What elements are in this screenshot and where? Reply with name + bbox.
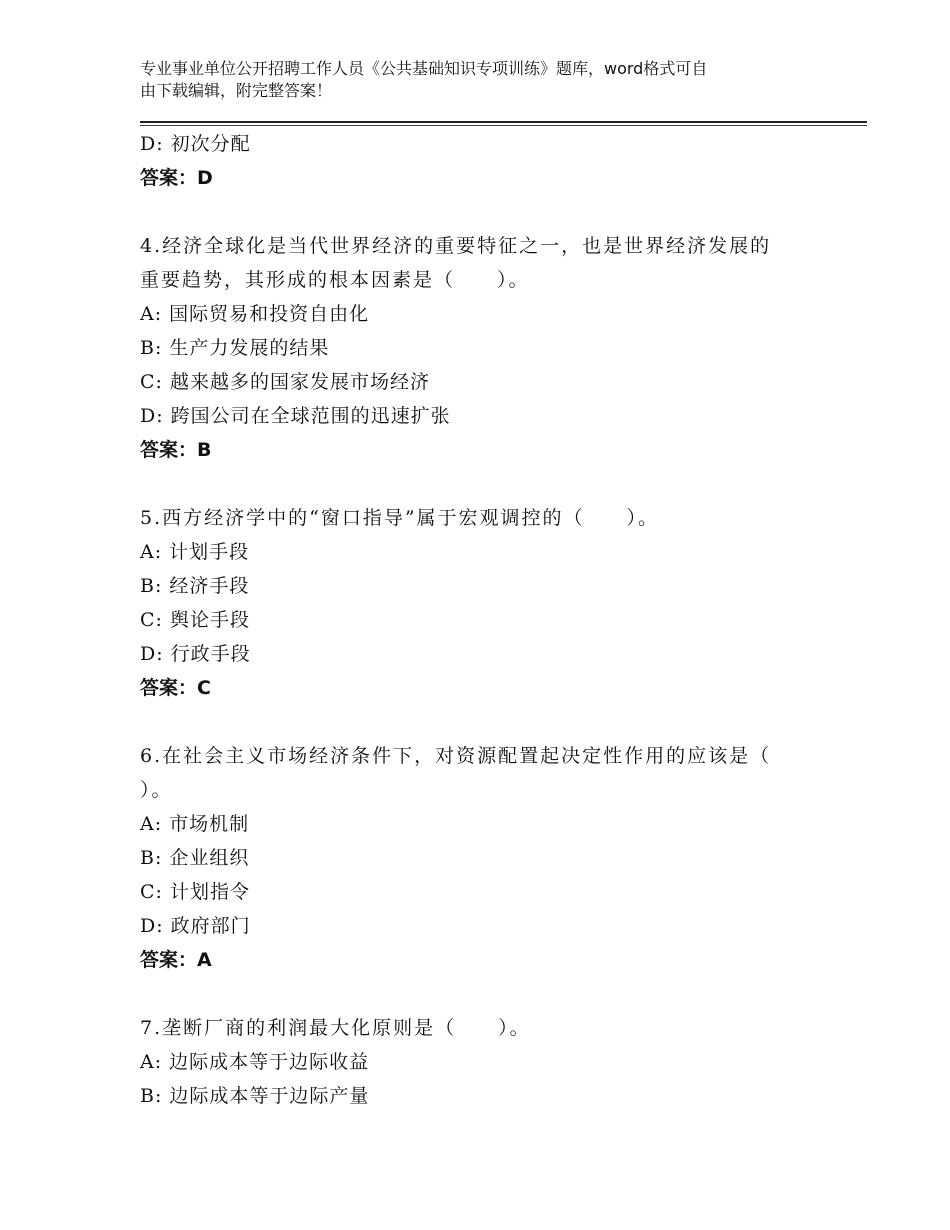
option-d: D: 初次分配 (140, 133, 251, 155)
spacer (140, 467, 820, 501)
question-5 (140, 501, 820, 705)
option-c: C: 计划指令 (140, 881, 250, 903)
answer-label: 答案：C (140, 677, 211, 699)
option-b: B: 企业组织 (140, 847, 250, 869)
page-header (140, 58, 820, 102)
spacer (140, 195, 820, 229)
header-rule-thick (140, 121, 867, 123)
question-7 (140, 1011, 820, 1113)
option-a: A: 市场机制 (140, 813, 250, 835)
header-rule-thin (140, 125, 867, 126)
spacer (140, 977, 820, 1011)
question-stem: 7.垄断厂商的利润最大化原则是（ ）。 (140, 1017, 531, 1039)
question-content (140, 127, 820, 1113)
question-stem: 5.西方经济学中的“窗口指导”属于宏观调控的（ ）。 (140, 507, 660, 529)
question-4 (140, 229, 820, 467)
option-c: C: 越来越多的国家发展市场经济 (140, 371, 430, 393)
option-d: D: 政府部门 (140, 915, 251, 937)
answer-label: 答案：B (140, 439, 212, 461)
option-a: A: 国际贸易和投资自由化 (140, 303, 370, 325)
answer-label: 答案：D (140, 167, 213, 189)
option-a: A: 边际成本等于边际收益 (140, 1051, 370, 1073)
answer-label: 答案：A (140, 949, 212, 971)
option-b: B: 边际成本等于边际产量 (140, 1085, 370, 1107)
option-b: B: 生产力发展的结果 (140, 337, 330, 359)
question-stem: 4.经济全球化是当代世界经济的重要特征之一，也是世界经济发展的 (140, 235, 772, 257)
question-6 (140, 739, 820, 977)
option-b: B: 经济手段 (140, 575, 250, 597)
question-stem: 6.在社会主义市场经济条件下，对资源配置起决定性作用的应该是（ (140, 745, 772, 767)
question-stem: 重要趋势，其形成的根本因素是（ ）。 (140, 269, 530, 291)
option-d: D: 跨国公司在全球范围的迅速扩张 (140, 405, 451, 427)
header-line-2: 由下载编辑，附完整答案！ (140, 81, 333, 100)
option-a: A: 计划手段 (140, 541, 250, 563)
option-d: D: 行政手段 (140, 643, 251, 665)
question-stem: ）。 (140, 779, 173, 801)
option-c: C: 舆论手段 (140, 609, 250, 631)
spacer (140, 705, 820, 739)
header-line-1: 专业事业单位公开招聘工作人员《公共基础知识专项训练》题库，word格式可自 (140, 59, 708, 78)
